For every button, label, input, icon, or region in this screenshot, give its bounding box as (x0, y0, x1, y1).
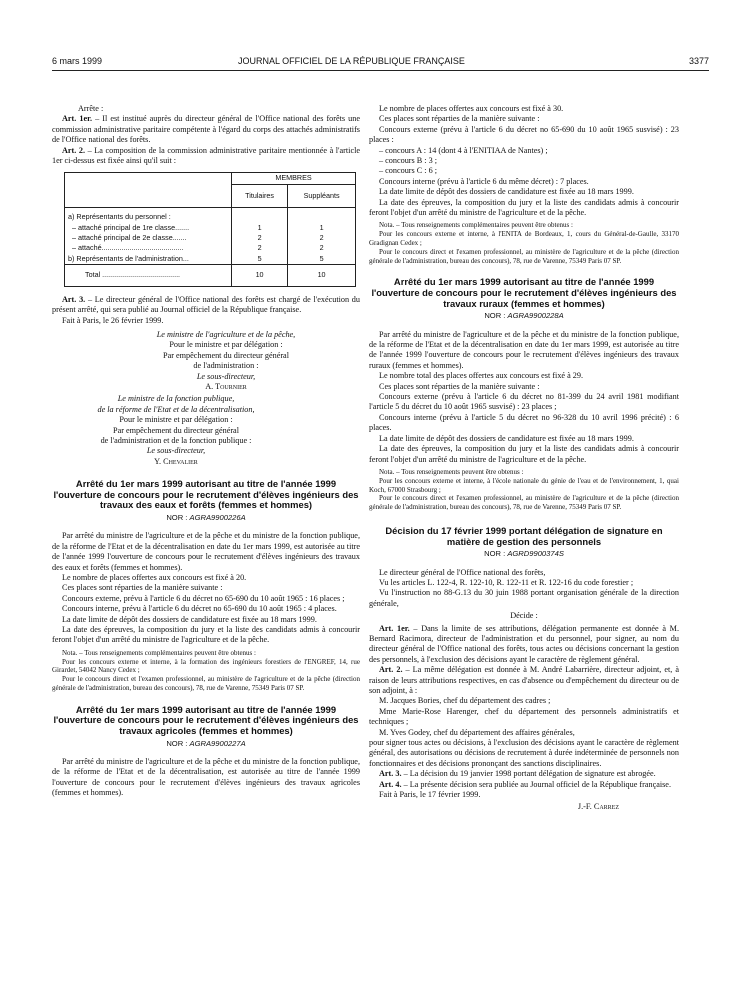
nota-block (52, 649, 360, 693)
decision-article-3 (369, 769, 679, 779)
nota-line: Nota. – Tous renseignements complémentaires peuvent être obtenus : (379, 221, 573, 230)
nota-block (369, 468, 679, 512)
nor-code: AGRD9900374S (507, 549, 564, 559)
nor-label: NOR : (484, 549, 508, 559)
paragraph: Le directeur général de l'Office national des forêts, (379, 567, 546, 577)
row-label: – attaché......................................... (72, 243, 184, 253)
nor-code: AGRA9900228A (507, 311, 564, 321)
signature-line: de la réforme de l'Etat et de la décentralisation, (97, 404, 255, 414)
paragraph: M. Yves Godey, chef du département des affaires générales, (379, 727, 575, 737)
paragraph: Par arrêté du ministre de l'agriculture et de la pêche et du ministre de la fonction publique, de la réforme de l'Etat et de la décentralisation en date du 1er mars 1999, est autorisée au titre de l'année 1999 l'ouverture de concours pour le recrutement d'élèves ingénieurs des travaux ruraux (femmes et hommes). (369, 329, 679, 370)
nota-line: Pour les concours externe et interne, à la formation des ingénieurs forestiers de l'ENGREF, 14, rue Girardet, 54042 Nancy Cedex ; (52, 657, 360, 675)
row-label: – attaché principal de 2e classe....... (72, 233, 187, 243)
signature-line: Le sous-directeur, (146, 446, 206, 456)
signature-block-2 (52, 394, 360, 467)
nor-reference (369, 549, 679, 559)
nor-label: NOR : (166, 512, 190, 522)
paragraph: Ces places sont réparties de la manière suivante : (62, 583, 223, 593)
paragraph: La date des épreuves, la composition du jury et la liste des candidats admis à concourir feront l'objet d'un arrêté du ministre de l'agriculture et de la pêche. (369, 444, 679, 464)
article-label: Art. 1er. (379, 623, 410, 633)
signature-line: Par empêchement du directeur général (113, 425, 239, 435)
decision-article-2 (369, 665, 679, 696)
paragraph: Concours interne (prévu à l'article 5 du décret no 96-328 du 10 avril 1996 précité) : 6 places. (369, 412, 679, 433)
table-col-titulaires: Titulaires (232, 184, 288, 207)
article-label: Art. 3. (62, 294, 86, 304)
nor-code: AGRA9900226A (189, 512, 246, 522)
header-page-number: 3377 (688, 56, 709, 66)
decide-label: Décide : (510, 611, 538, 621)
total-label: Total ....................................... (65, 265, 232, 286)
paragraph: La date des épreuves, la composition du jury et la liste des candidats admis à concourir feront l'objet d'un arrêté du ministre de l'agriculture et de la pêche. (369, 197, 679, 218)
left-column (52, 104, 360, 799)
cell: 2 (319, 233, 324, 243)
nor-label: NOR : (484, 311, 508, 321)
signature-line: de l'administration et de la fonction publique : (100, 435, 252, 445)
row-label: – attaché principal de 1re classe....... (72, 222, 190, 232)
table-corner-cell (65, 173, 232, 208)
cell (235, 212, 284, 222)
article-label: Art. 3. (379, 769, 402, 779)
nota-line: Pour les concours externe et interne, à l'ENITA de Bordeaux, 1, cours du Général-de-Gaulle, 33170 Gradignan Cedex ; (369, 230, 679, 248)
article-text: – Le directeur général de l'Office national des forêts est chargé de l'exécution du présent arrêté, qui sera publié au Journal officiel de la République française. (52, 294, 360, 315)
table-suppleants-values (288, 208, 356, 265)
paragraph: Vu les articles L. 122-4, R. 122-10, R. 122-11 et R. 122-16 du code forestier ; (379, 577, 634, 587)
signatory-name: J.-F. Carrez (577, 802, 619, 812)
nor-reference (52, 739, 360, 749)
signature-line: Le ministre de la fonction publique, (117, 394, 235, 404)
signature-line: Pour le ministre et par délégation : (119, 415, 233, 425)
signature-line: de l'administration : (193, 361, 259, 371)
paragraph: Mme Marie-Rose Harenger, chef du département des personnels administratifs et techniques ; (369, 706, 679, 727)
cell: 2 (257, 243, 262, 253)
paragraph: La date limite de dépôt des dossiers de candidature est fixée au 18 mars 1999. (379, 433, 634, 443)
cell (291, 212, 352, 222)
cell: 2 (257, 233, 262, 243)
arrete-travaux-agricoles-title: Arrêté du 1er mars 1999 autorisant au titre de l'année 1999 l'ouverture de concours pour le recrutement d'élèves ingénieurs des travaux agricoles (femmes et hommes) (53, 703, 359, 737)
arrete-travaux-ruraux-title: Arrêté du 1er mars 1999 autorisant au titre de l'année 1999 l'ouverture de concours pour le recrutement d'élèves ingénieurs des travaux ruraux (femmes et hommes) (371, 276, 677, 309)
paragraph: La date des épreuves, la composition du jury et la liste des candidats admis à concourir feront l'objet d'un arrêté du ministre de l'agriculture et de la pêche. (52, 625, 360, 645)
paragraph: Par arrêté du ministre de l'agriculture et de la pêche et du ministre de la fonction publique, de la réforme de l'Etat et de la décentralisation, est autorisée au titre de l'année 1999 l'ouverture de concours pour le recrutement d'élèves ingénieurs des travaux agricoles (femmes et hommes). (52, 757, 360, 798)
nor-reference (52, 513, 360, 523)
article-text: – La présente décision sera publiée au Journal officiel de la République française. (401, 779, 671, 789)
header-rule (52, 70, 709, 71)
cell: 2 (319, 243, 324, 253)
paragraph: – concours C : 6 ; (379, 166, 437, 176)
nor-reference (369, 311, 679, 321)
article-label: Art. 4. (379, 779, 402, 789)
paragraph: Ces places sont réparties de la manière suivante : (379, 381, 540, 391)
nota-line: Pour le concours direct et l'examen professionnel, au ministère de l'agriculture et de la pêche (direction générale de l'administration, bureau des concours), 78, rue de Varenne, 75349 Paris 07 SP. (369, 247, 679, 265)
page-header (52, 56, 709, 70)
table-group-header: MEMBRES (232, 173, 356, 184)
header-date: 6 mars 1999 (52, 56, 103, 66)
article-1 (52, 114, 360, 145)
nota-line: Pour les concours externe et interne, à l'école nationale du génie de l'eau et de l'environnement, 1, quai Koch, 67000 Strasbourg ; (369, 476, 679, 494)
paragraph: M. Jacques Bories, chef du département des cadres ; (379, 696, 551, 706)
cell: 5 (257, 253, 262, 263)
paragraph: La date limite de dépôt des dossiers de candidature est fixée au 18 mars 1999. (379, 187, 634, 197)
article-3 (52, 295, 360, 316)
nota-line: Pour le concours direct et l'examen professionnel, au ministère de l'agriculture et de la pêche (direction générale de l'administration, bureau des concours), 78, rue de Varenne, 75349 Paris 07 SP. (52, 675, 360, 693)
paragraph: Le nombre de places offertes aux concours est fixé à 30. (379, 104, 564, 113)
paragraph: – concours A : 14 (dont 4 à l'ENITIAA de Nantes) ; (379, 145, 548, 155)
signature-block-1 (52, 330, 360, 392)
decision-title: Décision du 17 février 1999 portant délégation de signature en matière de gestion des personnels (385, 524, 663, 547)
nota-line: Pour le concours direct et l'examen professionnel, au ministère de l'agriculture et de la pêche (direction générale de l'administration, bureau des concours), 78, rue de Varenne, 75349 Paris 07 SP. (369, 494, 679, 512)
arrete-eaux-forets-title: Arrêté du 1er mars 1999 autorisant au titre de l'année 1999 l'ouverture de concours pour le recrutement d'élèves ingénieurs des travaux des eaux et forêts (femmes et hommes) (53, 478, 359, 511)
paragraph: Le nombre total des places offertes aux concours est fixé à 29. (379, 371, 584, 381)
paragraph: Par arrêté du ministre de l'agriculture et de la pêche et du ministre de la fonction publique, de la réforme de l'Etat et de la décentralisation en date du 1er mars 1999, est autorisée au titre de l'année 1999 l'ouverture de concours pour le recrutement d'élèves ingénieurs des travaux des eaux et forêts (femmes et hommes). (52, 531, 360, 572)
article-text: – Il est institué auprès du directeur général de l'Office national des forêts une commission administrative paritaire compétente à l'égard du corps des attachés administratifs de l'Office national des forêts. (52, 114, 360, 145)
table-col-suppleants: Suppléants (288, 184, 356, 207)
nor-code: AGRA9900227A (189, 738, 246, 748)
article-label: Art. 1er. (62, 114, 93, 124)
table-row (65, 208, 356, 265)
article-2 (52, 146, 360, 167)
decision-article-4 (369, 780, 679, 790)
paragraph: Concours externe (prévu à l'article 6 du décret no 81-399 du 24 avril 1981 modifiant l'article 5 du décret du 10 août 1965 susvisé) : 23 places ; (369, 392, 679, 412)
signature-line: Le ministre de l'agriculture et de la pêche, (156, 329, 296, 339)
header-journal-title: JOURNAL OFFICIEL DE LA RÉPUBLIQUE FRANÇAISE (238, 56, 465, 66)
article-label: Art. 2. (379, 665, 403, 675)
article-text: – Dans la limite de ses attributions, délégation permanente est donnée à M. Bernard Racimora, directeur de l'administration et du personnel, pour signer, au nom du directeur général de l'Office national des forêts, tous actes ou décisions concernant la gestion des personnels, à l'exclusion des décisions ayant le caractère de règlement général. (369, 623, 679, 664)
arrete-label: Arrête : (78, 104, 104, 113)
cell: 1 (257, 222, 262, 232)
decision-article-1 (369, 624, 679, 666)
nota-line: Nota. – Tous renseignements complémentaires peuvent être obtenus : (62, 648, 256, 657)
paragraph: Concours externe (prévu à l'article 6 du décret no 65-690 du 10 août 1965 susvisé) : 23 places : (369, 124, 679, 145)
nor-label: NOR : (166, 738, 190, 748)
table-row-labels (65, 208, 232, 265)
nota-block (369, 221, 679, 265)
total-titulaires: 10 (232, 265, 288, 286)
signature-line: Le sous-directeur, (196, 371, 256, 381)
signatory-name: Y. Chevalier (154, 456, 198, 466)
paragraph: pour signer tous actes ou décisions, à l'exclusion des décisions ayant le caractère de règlement général, des autorisations ou décisions de recrutement à durée indéterminée de personnels non fonctionnaires et des décisions prononçant des sanctions disciplinaires. (369, 738, 679, 768)
paragraph: Ces places sont réparties de la manière suivante : (379, 114, 540, 124)
paragraph: – concours B : 3 ; (379, 156, 437, 166)
right-column (369, 104, 679, 813)
paragraph: Concours externe, prévu à l'article 6 du décret no 65-690 du 10 août 1965 : 16 places ; (62, 593, 345, 603)
paragraph: Le nombre de places offertes aux concours est fixé à 20. (62, 573, 247, 582)
paragraph: La date limite de dépôt des dossiers de candidature est fixée au 18 mars 1999. (62, 614, 317, 624)
nota-line: Nota. – Tous renseignements peuvent être obtenus : (379, 467, 524, 476)
fait-a-paris: Fait à Paris, le 26 février 1999. (62, 315, 164, 325)
table-titulaires-values (232, 208, 288, 265)
table-total-row (65, 265, 356, 286)
article-text: – La composition de la commission administrative paritaire mentionnée à l'article 1er ci-dessus est fixée ainsi qu'il suit : (52, 145, 360, 166)
cell: 1 (319, 222, 324, 232)
row-label: a) Représentants du personnel : (68, 212, 171, 222)
signature-line: Par empêchement du directeur général (163, 350, 289, 360)
fait-a-paris: Fait à Paris, le 17 février 1999. (379, 790, 481, 800)
article-text: – La décision du 19 janvier 1998 portant délégation de signature est abrogée. (401, 769, 656, 779)
paragraph: Concours interne (prévu à l'article 6 du même décret) : 7 places. (379, 176, 589, 186)
paragraph: Vu l'instruction no 88-G.13 du 30 juin 1988 portant organisation générale de la direction générale, (369, 588, 679, 608)
article-label: Art. 2. (62, 145, 86, 155)
membres-table (64, 172, 356, 286)
paragraph: Concours interne, prévu à l'article 6 du décret no 65-690 du 10 août 1965 : 4 places. (62, 604, 337, 614)
article-text: – La même délégation est donnée à M. André Labarrière, directeur adjoint, et, à raison de leurs attributions respectives, en cas d'absence ou d'empêchement du directeur ou de son adjoint, à : (369, 665, 679, 695)
cell: 5 (319, 253, 324, 263)
signature-line: Pour le ministre et par délégation : (169, 340, 283, 350)
total-suppleants: 10 (288, 265, 356, 286)
signatory-name: A. Tournier (205, 381, 247, 391)
row-label: b) Représentants de l'administration... (68, 253, 189, 263)
